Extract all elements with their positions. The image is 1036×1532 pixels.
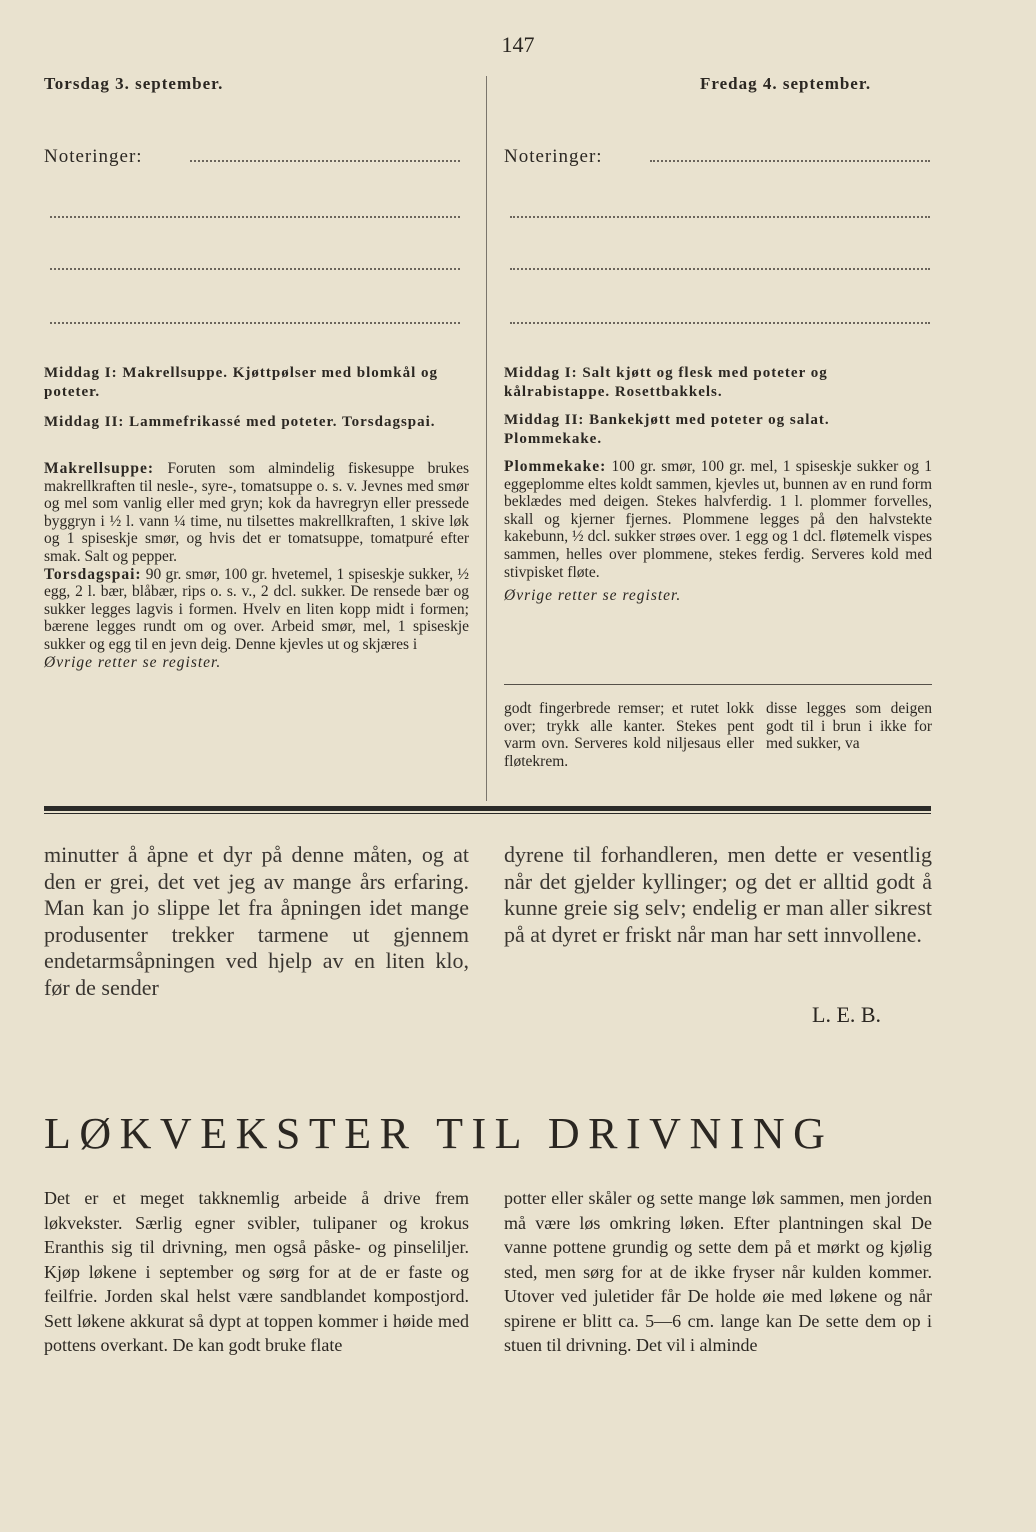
article-1-right-column: dyrene til forhandleren, men dette er vesentlig når det gjelder kyllinger; og det er alltid godt å kunne greie sig selv; endelig er man aller sikrest på at dyret er friskt når man har sett innvollene. — [504, 842, 932, 947]
article-1-left-column: minutter å åpne et dyr på denne måten, og at den er grei, det vet jeg av mange års erfaring. Man kan jo slippe let fra åpningen idet mange produsenter trekker tarmene ut gjennem endetarmsåpningen ved hjelp av en liten klo, før de sender — [44, 842, 469, 1000]
recipe-title-makrellsuppe: Makrellsuppe: — [44, 460, 155, 477]
left-see-register: Øvrige retter se register. — [44, 653, 222, 671]
article-2-heading: LØKVEKSTER TIL DRIVNING — [44, 1109, 834, 1158]
left-recipes — [44, 460, 469, 671]
article-2-left-column: Det er et meget takknemlig arbeide å drive frem løkvekster. Særlig egner svibler, tulipaner og krokus Eranthis sig til drivning, men også påske- og pinseliljer. Kjøp løkene i september og sørg for at de er faste og feilfrie. Jorden skal helst være sandblandet kompostjord. Sett løkene akkurat så dypt at toppen kommer i høide med pottens overkant. De kan godt bruke flate — [44, 1188, 469, 1355]
right-see-register: Øvrige retter se register. — [504, 587, 682, 605]
recipe-text-plommekake: 100 gr. smør, 100 gr. mel, 1 spiseskje sukker og 1 eggeplomme eltes koldt sammen, kjevles ut, bunnen av en rund form beklædes med deigen. Stekes halvferdig. 1 l. plommer forvelles, skall og kjerner fjernes. Plommene legges på den halvstekte kakebunn, ½ dcl. sukker strøes over. 1 egg og 1 dcl. fløtemelk vispes sammen, helles over plommene, stekes ferdig. Serveres kold med stivpisket fløte. — [504, 458, 932, 581]
right-column-rule — [504, 684, 932, 685]
continuation-text-right: disse legges som deigen godt til i brun i ikke for med sukker, va — [766, 700, 932, 753]
section-rule-thin — [44, 813, 931, 814]
recipe-text-makrellsuppe: Foruten som almindelig fiskesuppe brukes makrellkraften til nesle-, syre-, tomatsuppe o. s. v. Jevnes med smør og mel som vanlig eller med gryn; kok da havregryn eller pressede byggryn i ½ l. vann ¼ time, nu tilsettes makrellkraften, 1 skive løk og 1 spiseskje smør, og hvis det er tomatsuppe, tomatpuré efter smak. Salt og pepper. — [44, 460, 469, 565]
right-day-title: Fredag 4. september. — [700, 74, 872, 93]
right-recipes — [504, 458, 932, 605]
right-notes-line-4 — [510, 322, 930, 324]
left-notes-line-1 — [190, 160, 460, 162]
left-notes-line-2 — [50, 216, 460, 218]
right-notes-line-1 — [650, 160, 930, 162]
right-notes-line-2 — [510, 216, 930, 218]
left-day-title: Torsdag 3. september. — [44, 74, 224, 93]
recipe-title-torsdagspai: Torsdagspai: — [44, 565, 142, 583]
left-dinner-1: Middag I: Makrellsuppe. Kjøttpølser med blomkål og poteter. — [44, 365, 439, 400]
right-dinner-1: Middag I: Salt kjøtt og flesk med poteter og kålrabistappe. Rosettbakkels. — [504, 365, 828, 400]
article-1-signature: L. E. B. — [812, 1002, 882, 1027]
column-divider — [486, 76, 487, 801]
right-dinner-2: Middag II: Bankekjøtt med poteter og salat. Plommekake. — [504, 412, 830, 447]
page-number: 147 — [501, 32, 535, 57]
continuation-text-left: godt fingerbrede remser; et rutet lokk over; trykk alle kanter. Stekes pent varm ovn. Serveres kold niljesaus eller fløtekrem. — [504, 700, 754, 770]
right-notes-line-3 — [510, 268, 930, 270]
article-2-right-column: potter eller skåler og sette mange løk sammen, men jorden må være løs omkring løken. Efter plantningen skal De vanne pottene grundig og sette dem på et mørkt og kjølig sted, men sørg for at de ikke fryser når kulden kommer. Utover ved juletider får De holde øie med løkene og når spirene er blitt ca. 5—6 cm. lange kan De sette dem op i stuen til drivning. Det vil i alminde — [504, 1188, 932, 1355]
recipe-title-plommekake: Plommekake: — [504, 458, 607, 475]
recipe-text-torsdagspai: 90 gr. smør, 100 gr. hvetemel, 1 spiseskje sukker, ½ egg, 2 l. bær, blåbær, rips o. s. v., 2 dcl. sukker. De rensede bær og sukker legges lagvis i formen. Hvelv en liten kopp midt i formen; bærene legges rundt om og over. Arbeid smør, mel, 1 spiseskje sukker og egg til en jevn deig. Denne kjevles ut og skjæres i — [44, 565, 469, 653]
left-notes-label: Noteringer: — [44, 146, 143, 167]
left-notes-line-4 — [50, 322, 460, 324]
left-notes-line-3 — [50, 268, 460, 270]
section-rule-thick — [44, 806, 931, 811]
left-dinner-2: Middag II: Lammefrikassé med poteter. Torsdagspai. — [44, 414, 436, 430]
right-notes-label: Noteringer: — [504, 146, 603, 167]
